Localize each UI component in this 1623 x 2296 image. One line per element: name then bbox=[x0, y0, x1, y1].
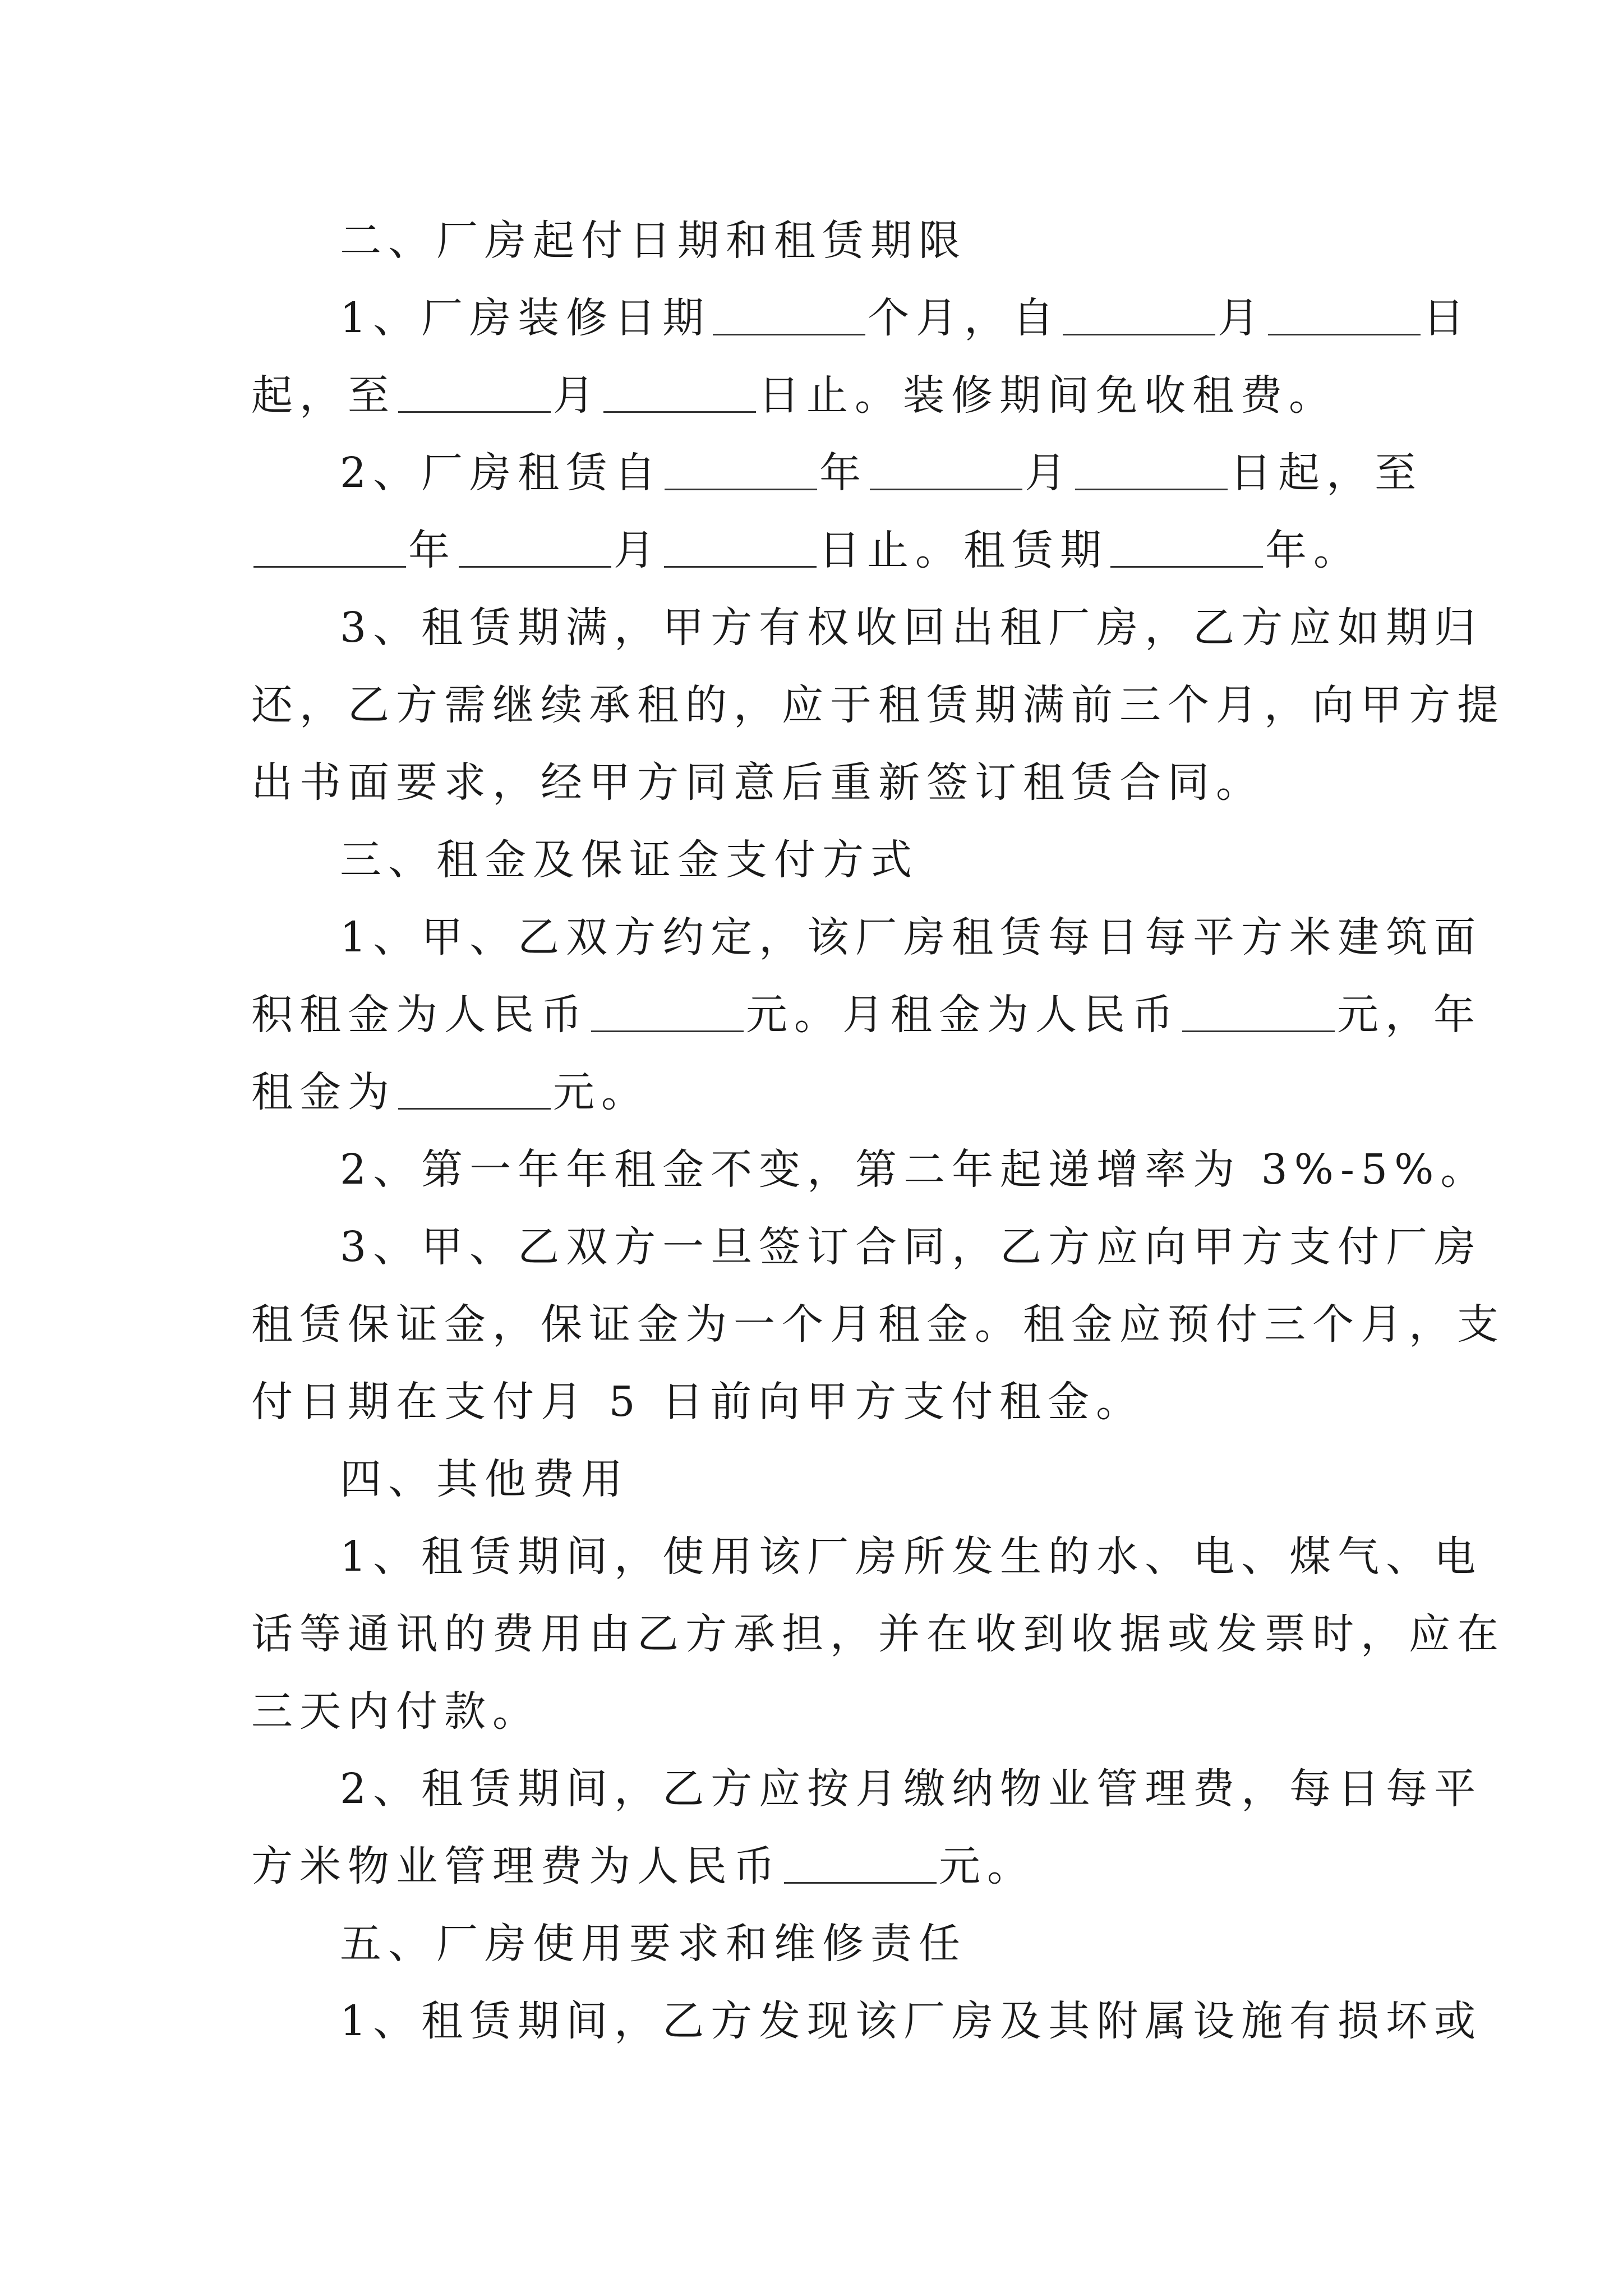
paragraph-line bbox=[251, 899, 1483, 976]
heading-text: 三、租金及保证金支付方式 bbox=[340, 836, 919, 884]
paragraph-line bbox=[251, 1208, 1483, 1286]
section-heading-2 bbox=[251, 202, 1390, 279]
text: 起，至 bbox=[251, 371, 396, 420]
blank-field bbox=[459, 527, 611, 568]
text: 积租金为人民币 bbox=[251, 991, 589, 1039]
paragraph-line bbox=[251, 434, 1423, 512]
paragraph-line bbox=[251, 1982, 1483, 2060]
text: 日止。装修期间免收租费。 bbox=[758, 371, 1337, 420]
text: 三天内付款。 bbox=[251, 1687, 541, 1736]
text: 出书面要求，经甲方同意后重新签订租赁合同。 bbox=[251, 758, 1264, 807]
text: 话等通讯的费用由乙方承担，并在收到收据或发票时，应在 bbox=[251, 1610, 1505, 1658]
text: 租赁保证金，保证金为一个月租金。租金应预付三个月，支 bbox=[251, 1300, 1505, 1349]
text: 元，年 bbox=[1337, 991, 1482, 1039]
blank-field bbox=[603, 372, 756, 413]
text: 日止。租赁期 bbox=[819, 526, 1108, 574]
paragraph-line bbox=[251, 1750, 1483, 1828]
paragraph-line bbox=[251, 1131, 1489, 1208]
text: 3、租赁期满，甲方有权收回出租厂房，乙方应如期归 bbox=[340, 604, 1483, 652]
text: 元。 bbox=[939, 1842, 1035, 1890]
blank-field bbox=[784, 1843, 937, 1884]
paragraph-line bbox=[251, 744, 1390, 821]
blank-field bbox=[1268, 295, 1421, 335]
text: 3、甲、乙双方一旦签订合同，乙方应向甲方支付厂房 bbox=[340, 1223, 1483, 1271]
blank-field bbox=[664, 527, 817, 568]
text: 日起，至 bbox=[1230, 449, 1423, 497]
text: 租金为 bbox=[251, 1068, 396, 1116]
paragraph-line bbox=[251, 1595, 1505, 1673]
text: 方米物业管理费为人民币 bbox=[251, 1842, 782, 1890]
text: 年 bbox=[408, 526, 457, 574]
heading-text: 五、厂房使用要求和维修责任 bbox=[340, 1920, 967, 1968]
document-body bbox=[251, 202, 1505, 2060]
paragraph-line bbox=[251, 512, 1390, 589]
text: 2、厂房租赁自 bbox=[340, 449, 663, 497]
paragraph-line bbox=[251, 1363, 1390, 1441]
text: 月 bbox=[553, 371, 601, 420]
text: 年。 bbox=[1265, 526, 1362, 574]
blank-field bbox=[713, 295, 865, 335]
text: 付日期在支付月 5 日前向甲方支付租金。 bbox=[251, 1378, 1145, 1426]
paragraph-line bbox=[251, 357, 1390, 434]
text: 1、甲、乙双方约定，该厂房租赁每日每平方米建筑面 bbox=[340, 913, 1483, 961]
text: 元。月租金为人民币 bbox=[746, 991, 1180, 1039]
paragraph-line bbox=[251, 1053, 1390, 1131]
paragraph-line bbox=[251, 1518, 1483, 1595]
text: 月 bbox=[1218, 294, 1266, 342]
text: 日 bbox=[1423, 294, 1472, 342]
text: 2、第一年年租金不变，第二年起递增率为 3%-5%。 bbox=[340, 1145, 1489, 1194]
text: 1、租赁期间，乙方发现该厂房及其附属设施有损坏或 bbox=[340, 1997, 1483, 2045]
blank-field bbox=[398, 372, 551, 413]
blank-field bbox=[1110, 527, 1263, 568]
blank-field bbox=[665, 449, 817, 490]
heading-text: 二、厂房起付日期和租赁期限 bbox=[340, 217, 967, 265]
paragraph-line bbox=[251, 1828, 1390, 1905]
blank-field bbox=[1063, 295, 1215, 335]
paragraph-line bbox=[251, 1286, 1505, 1363]
text: 2、租赁期间，乙方应按月缴纳物业管理费，每日每平 bbox=[340, 1765, 1483, 1813]
text: 1、租赁期间，使用该厂房所发生的水、电、煤气、电 bbox=[340, 1533, 1483, 1581]
blank-field bbox=[1182, 991, 1335, 1032]
section-heading-5 bbox=[251, 1905, 1390, 1982]
blank-field bbox=[253, 527, 406, 568]
text: 年 bbox=[819, 449, 868, 497]
text: 1、厂房装修日期 bbox=[340, 294, 711, 342]
text: 个月，自 bbox=[868, 294, 1061, 342]
section-heading-3 bbox=[251, 821, 1390, 899]
paragraph-line bbox=[251, 976, 1482, 1053]
blank-field bbox=[1075, 449, 1228, 490]
blank-field bbox=[870, 449, 1022, 490]
text: 元。 bbox=[553, 1068, 649, 1116]
paragraph-line bbox=[251, 1673, 1390, 1750]
heading-text: 四、其他费用 bbox=[340, 1455, 629, 1503]
text: 月 bbox=[614, 526, 662, 574]
blank-field bbox=[591, 991, 744, 1032]
text: 还，乙方需继续承租的，应于租赁期满前三个月，向甲方提 bbox=[251, 681, 1505, 729]
paragraph-line bbox=[251, 666, 1505, 744]
section-heading-4 bbox=[251, 1441, 1390, 1518]
blank-field bbox=[398, 1069, 551, 1110]
text: 月 bbox=[1025, 449, 1073, 497]
paragraph-line bbox=[251, 589, 1483, 666]
paragraph-line bbox=[251, 279, 1472, 357]
